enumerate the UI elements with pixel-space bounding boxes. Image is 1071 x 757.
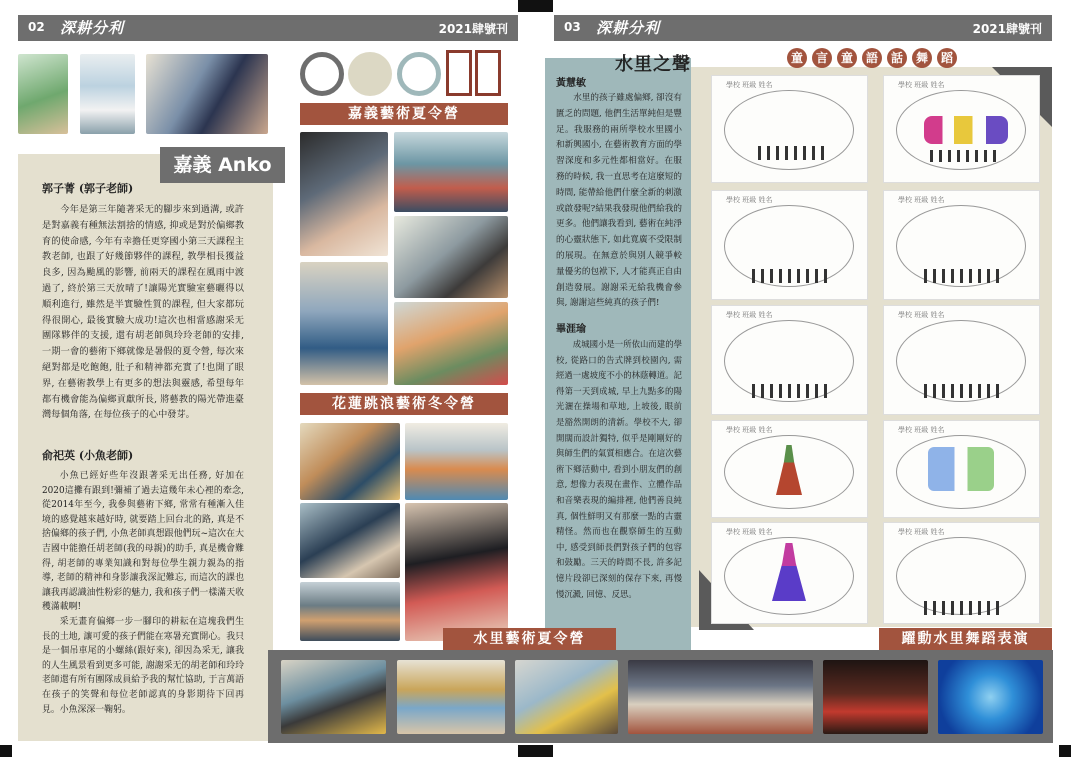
- teacher-yu-block: [42, 447, 244, 717]
- drawing-label: 學校 班級 姓名: [726, 311, 773, 319]
- issue-label: 2021肆號刊: [438, 22, 508, 36]
- frame-icon: [446, 50, 472, 96]
- drawing-label: 學校 班級 姓名: [898, 311, 945, 319]
- teacher-text: 小魚已經好些年沒跟著采无出任務, 好加在2020這攤有跟到!彌補了過去這幾年未心裡的牽念,從2014年至今, 我參與藝術下鄉, 常常有種漸入佳境的感覺越來越好時, 就要踏上回台北的路, 真是不捨偏鄉的孩子們, 小魚老師真想跟他們玩~這次在大吉國中能擔任胡老師(我的母親)的助手, 真是機會難得, 胡老師的專業知識和對每位學生親力親為的指導, 老師的精神和身影讓我深記難忘, 而這次的課也讓我再認識油性粉彩的魅力, 我和孩子們一樣滿天收穫滿載啊!: [42, 471, 244, 613]
- dancing-figures: [924, 384, 1004, 398]
- photo-winter-5: [300, 582, 400, 641]
- photo-winter-1: [300, 423, 400, 500]
- photo-summer-3: [394, 216, 508, 298]
- child-drawing: [711, 305, 868, 415]
- char-circle: 語: [862, 48, 882, 68]
- right-header: [554, 15, 1052, 41]
- magazine-logo: 深耕分利: [596, 19, 661, 37]
- drawing-label: 學校 班級 姓名: [898, 196, 945, 204]
- colored-figures: [924, 116, 1008, 144]
- char-circle: 話: [887, 48, 907, 68]
- child-drawing: [883, 75, 1040, 183]
- char-circle: 童: [787, 48, 807, 68]
- drawing-label: 學校 班級 姓名: [898, 81, 945, 89]
- drawing-label: 學校 班級 姓名: [898, 528, 945, 536]
- photo-child-1: [18, 54, 68, 134]
- dancing-figures: [924, 269, 1004, 283]
- page-number: 02: [28, 20, 45, 34]
- teacher-text: 采无畫育偏鄉一步一腳印的耕耘在這塊我們生長的土地, 讓可愛的孩子們能在寒暑充實開心。我只是一個吊車尾的小螺絲(跟好來), 卻因為采无, 讓我的人生風景看到更多可能, 謝謝采无的胡老師和玲玲老師還有所有團隊成員給予我的幫忙協助, 于言萬語在孩子的笑聲和每位老師認真的身影期待下回再見。小魚深深一鞠躬。: [42, 616, 244, 715]
- left-header: [18, 15, 518, 41]
- circle-icon: [348, 52, 392, 96]
- section-title: 水里之聲: [615, 54, 691, 75]
- child-drawing: [711, 190, 868, 300]
- photo-summer-2: [394, 132, 508, 212]
- banner-chiayi-summer: 嘉義藝術夏令營: [300, 103, 508, 125]
- corner-mark: [1059, 745, 1071, 757]
- photo-winter-4: [405, 503, 508, 641]
- char-circle: 言: [812, 48, 832, 68]
- photo-summer-5: [394, 302, 508, 385]
- child-drawing: [883, 305, 1040, 415]
- photo-dance-solo: [938, 660, 1043, 734]
- char-circle: 童: [837, 48, 857, 68]
- frame-icon: [475, 50, 501, 96]
- child-drawing: [883, 420, 1040, 518]
- banner-shuili-summer: 水里藝術夏令營: [443, 628, 616, 650]
- right-page: [541, 0, 1071, 757]
- child-drawing: [711, 75, 868, 183]
- drawing-label: 學校 班級 姓名: [726, 81, 773, 89]
- teacher-huang-block: [556, 74, 682, 312]
- dancing-figures: [752, 384, 832, 398]
- banner-hualien-winter: 花蓮跳浪藝術冬令營: [300, 393, 508, 415]
- photo-classroom: [146, 54, 268, 134]
- dancing-figures: [752, 269, 832, 283]
- child-drawing: [711, 522, 868, 624]
- corner-mark: [0, 745, 12, 757]
- teacher-name: 郭子菁 (郭子老師): [42, 182, 134, 195]
- teacher-name: 俞祀英 (小魚老師): [42, 449, 134, 462]
- teacher-guo-block: [42, 180, 244, 423]
- teacher-text: 成城國小是一所依山而建的學校, 從路口的告式牌到校園內, 需經過一處坡度不小的林蔭轉道。記得第一天到成城, 早上九點多的陽光灑在操場和草地, 上坡後, 眼前是豁然開朗的清新。學校不大, 卻開闊而設計獨特, 似乎是剛剛好的與師生們的氣質相應合。在這次藝術下鄉活動中, 看到小朋友們的創意, 想像力表現在畫作、立體作品和音樂表現的編排裡, 他們善良純真, 個性鮮明又有那麼一點的古靈精怪。然而也在觀察師生的互動中, 感受到師長們對孩子們的包容和鼓勵。三天的時間不長, 許多記憶片段卻已深刻的保存下來, 再慢慢沉澱, 回憶、反思。: [556, 339, 682, 599]
- dancing-figures: [758, 146, 828, 160]
- magazine-logo: 深耕分利: [60, 19, 125, 37]
- photo-winter-2: [405, 423, 508, 500]
- drawing-label: 學校 班級 姓名: [898, 426, 945, 434]
- teacher-bi-block: [556, 320, 682, 602]
- ring-icon: [300, 52, 344, 96]
- drawing-label: 學校 班級 姓名: [726, 528, 773, 536]
- photo-dance-stage: [823, 660, 928, 734]
- dancing-figures: [924, 601, 1004, 615]
- colored-figures: [928, 447, 994, 491]
- dancing-figures: [930, 150, 1000, 162]
- teacher-text: 今年是第三年隨著采无的腳步來到過溝, 或許是對嘉義有種無法割捨的情感, 抑或是對於偏鄉教育的使命感, 今年有幸擔任更穿國小第三天課程主教老師, 也跟了好幾節夥伴的課程, 教學相長獲益良多, 因為颱風的影響, 前兩天的課程在風雨中渡過了, 終於第三天放晴了!讓陽光實驗室藝曬得以順利進行, 雖然是半實驗性質的課程, 但大家都玩得很開心, 最後實驗大成功!這次也相當感謝采无團隊夥伴的支援, 還有胡老師與玲玲老師的安排, 一期一會的藝術下鄉就像是暑假的夏令營, 每次來絕對都是吃飽飽, 肚子和精神都充實了!也開了眼界, 在藝術教學上有更多的想法與靈感, 希望每年都有機會能為偏鄉貢獻所長, 將藝教的陽光帶進臺灣每個角落, 在每位孩子的心中發芽。: [42, 204, 244, 421]
- photo-dance-group: [628, 660, 813, 734]
- photo-shuili-2: [397, 660, 505, 734]
- page-number: 03: [564, 20, 581, 34]
- photo-winter-3: [300, 503, 400, 578]
- teacher-text: 水里的孩子雖處偏鄉, 卻沒有匱乏的問題, 他們生活單純但是豐足。我服務的兩所學校水里國小和新興國小, 在藝術教育方面的學習深度和多元性都相當好。在服務的時候, 我一直思考在這麼短的時間, 能帶給他們什麼全新的刺激或啟發呢?結果我發現他們給我的更多。他們讓我看到, 藝術在純淨的心靈狀態下, 如此寬廣不受限制的展現。在無意於與別人競爭較量優劣的包袱下, 人才能真正自由創造發展。謝謝采无給我機會參與, 謝謝這些純真的孩子們!: [556, 93, 682, 309]
- drawing-label: 學校 班級 姓名: [726, 426, 773, 434]
- photo-child-2: [80, 54, 135, 134]
- banner-dance-show: 躍動水里舞蹈表演: [879, 628, 1052, 650]
- char-circle: 蹈: [937, 48, 957, 68]
- corner-mark: [518, 745, 553, 757]
- photo-shuili-1: [281, 660, 386, 734]
- child-drawing: [883, 190, 1040, 300]
- section-title: 嘉義 Anko: [160, 147, 285, 183]
- photo-summer-1: [300, 132, 388, 256]
- child-drawing: [711, 420, 868, 518]
- photo-shuili-3: [515, 660, 618, 734]
- char-circle: 舞: [912, 48, 932, 68]
- issue-label: 2021肆號刊: [972, 22, 1042, 36]
- photo-summer-4: [300, 262, 388, 385]
- child-drawing: [883, 522, 1040, 624]
- teacher-name: 畢涯瑜: [556, 324, 586, 335]
- drawing-label: 學校 班級 姓名: [726, 196, 773, 204]
- teacher-name: 黃慧敏: [556, 78, 586, 89]
- ring-teal-icon: [397, 52, 441, 96]
- corner-mark: [518, 0, 553, 12]
